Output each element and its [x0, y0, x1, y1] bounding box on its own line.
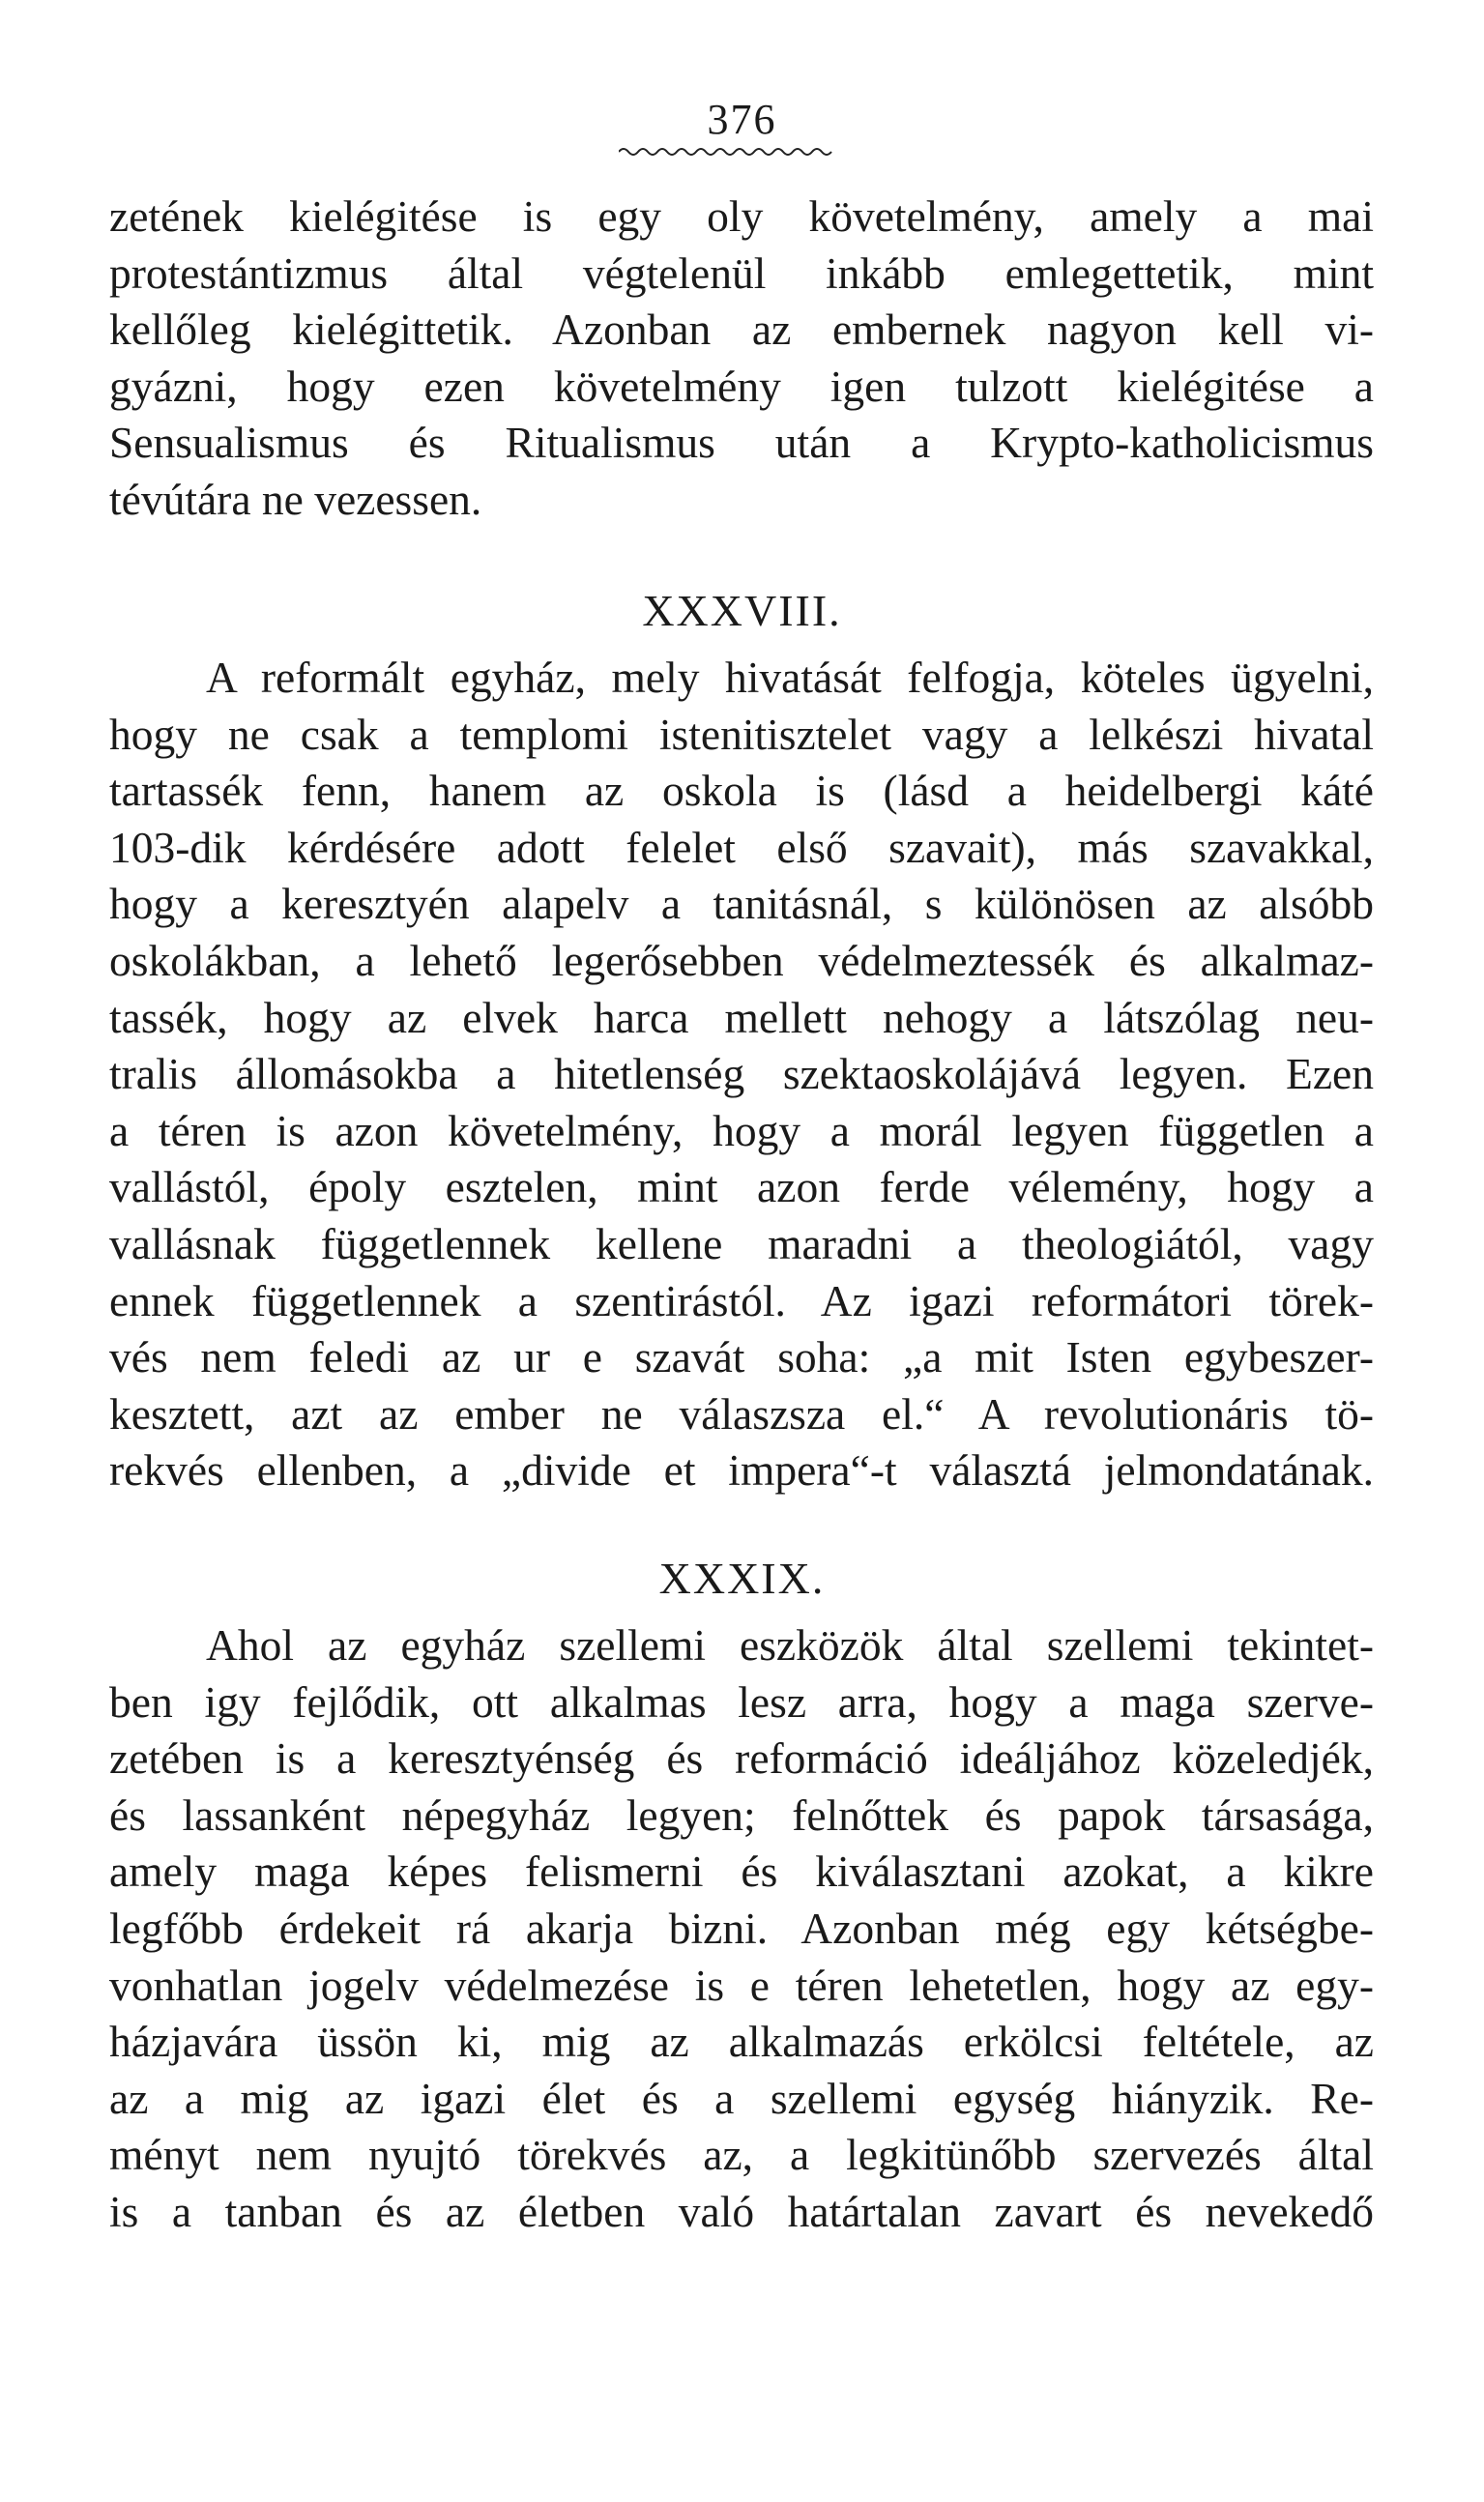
section-heading-39: XXXIX. — [658, 1554, 826, 1603]
text-line: ben igy fejlődik, ott alkalmas lesz arra, hogy a maga szerve- — [109, 1676, 1374, 1727]
text-line: ennek függetlennek a szentirástól. Az igazi reformátori törek- — [109, 1275, 1374, 1325]
text-line: vallásnak függetlennek kellene maradni a theologiától, vagy — [109, 1218, 1374, 1268]
text-line: zetének kielégitése is egy oly követelmény, amely a mai — [109, 191, 1374, 241]
text-line: tévútára ne vezessen. — [109, 474, 482, 524]
text-line: vés nem feledi az ur e szavát soha: „a mit Isten egybeszer- — [109, 1332, 1374, 1382]
text-line: gyázni, hogy ezen követelmény igen tulzott kielégitése a — [109, 361, 1374, 411]
text-line: oskolákban, a lehető legerősebben védelmeztessék és alkalmaz- — [109, 935, 1374, 985]
text-line: zetében is a keresztyénség és reformáció ideáljához közeledjék, — [109, 1733, 1374, 1784]
text-line: hogy ne csak a templomi istenitisztelet vagy a lelkészi hivatal — [109, 709, 1374, 759]
text-line: tartassék fenn, hanem az oskola is (lásd a heidelbergi káté — [109, 766, 1374, 816]
page-number: 376 — [707, 96, 777, 143]
text-line: legfőbb érdekeit rá akarja bizni. Azonban még egy kétségbe- — [109, 1903, 1374, 1953]
text-line: hogy a keresztyén alapelv a tanitásnál, s különösen az alsóbb — [109, 879, 1374, 929]
text-line: kesztett, azt az ember ne válaszsza el.“ A revolutionáris tö- — [109, 1388, 1374, 1439]
text-line: A reformált egyház, mely hivatását felfogja, köteles ügyelni, — [206, 653, 1374, 702]
text-line: házjavára üssön ki, mig az alkalmazás erkölcsi feltétele, az — [109, 2017, 1374, 2067]
text-line: tassék, hogy az elvek harca mellett nehogy a látszólag neu- — [109, 992, 1374, 1042]
text-line: tralis állomásokba a hitetlenség szektaoskolájává legyen. Ezen — [109, 1049, 1374, 1099]
section-38-paragraph — [109, 650, 1374, 1499]
text-line: 103-dik kérdésére adott felelet első szavait), más szavakkal, — [109, 822, 1374, 872]
text-line: a téren is azon követelmény, hogy a morál legyen független a — [109, 1105, 1374, 1155]
text-line: az a mig az igazi élet és a szellemi egység hiányzik. Re- — [109, 2073, 1374, 2123]
text-line: kellőleg kielégittetik. Azonban az embernek nagyon kell vi- — [109, 305, 1374, 355]
text-line: rekvés ellenben, a „divide et impera“-t választá jelmondatának. — [109, 1445, 1374, 1496]
text-line: amely maga képes felismerni és kiválasztani azokat, a kikre — [109, 1847, 1374, 1897]
wavy-underline-icon — [619, 145, 836, 159]
intro-paragraph — [109, 189, 1374, 529]
text-line: és lassanként népegyház legyen; felnőttek és papok társasága, — [109, 1789, 1374, 1840]
text-line: is a tanban és az életben való határtalan zavart és nevekedő — [109, 2186, 1374, 2236]
text-line: ményt nem nyujtó törekvés az, a legkitünőbb szervezés által — [109, 2130, 1374, 2180]
text-line: protestántizmus által végtelenül inkább emlegettetik, mint — [109, 247, 1374, 298]
text-line: Ahol az egyház szellemi eszközök által szellemi tekintet- — [206, 1620, 1374, 1670]
text-line: Sensualismus és Ritualismus után a Krypto-katholicismus — [109, 418, 1374, 468]
section-39-paragraph — [109, 1617, 1374, 2241]
text-line: vallástól, époly esztelen, mint azon ferde vélemény, hogy a — [109, 1162, 1374, 1212]
text-line: vonhatlan jogelv védelmezése is e téren lehetetlen, hogy az egy- — [109, 1960, 1374, 2010]
section-heading-38: XXXVIII. — [642, 586, 842, 635]
